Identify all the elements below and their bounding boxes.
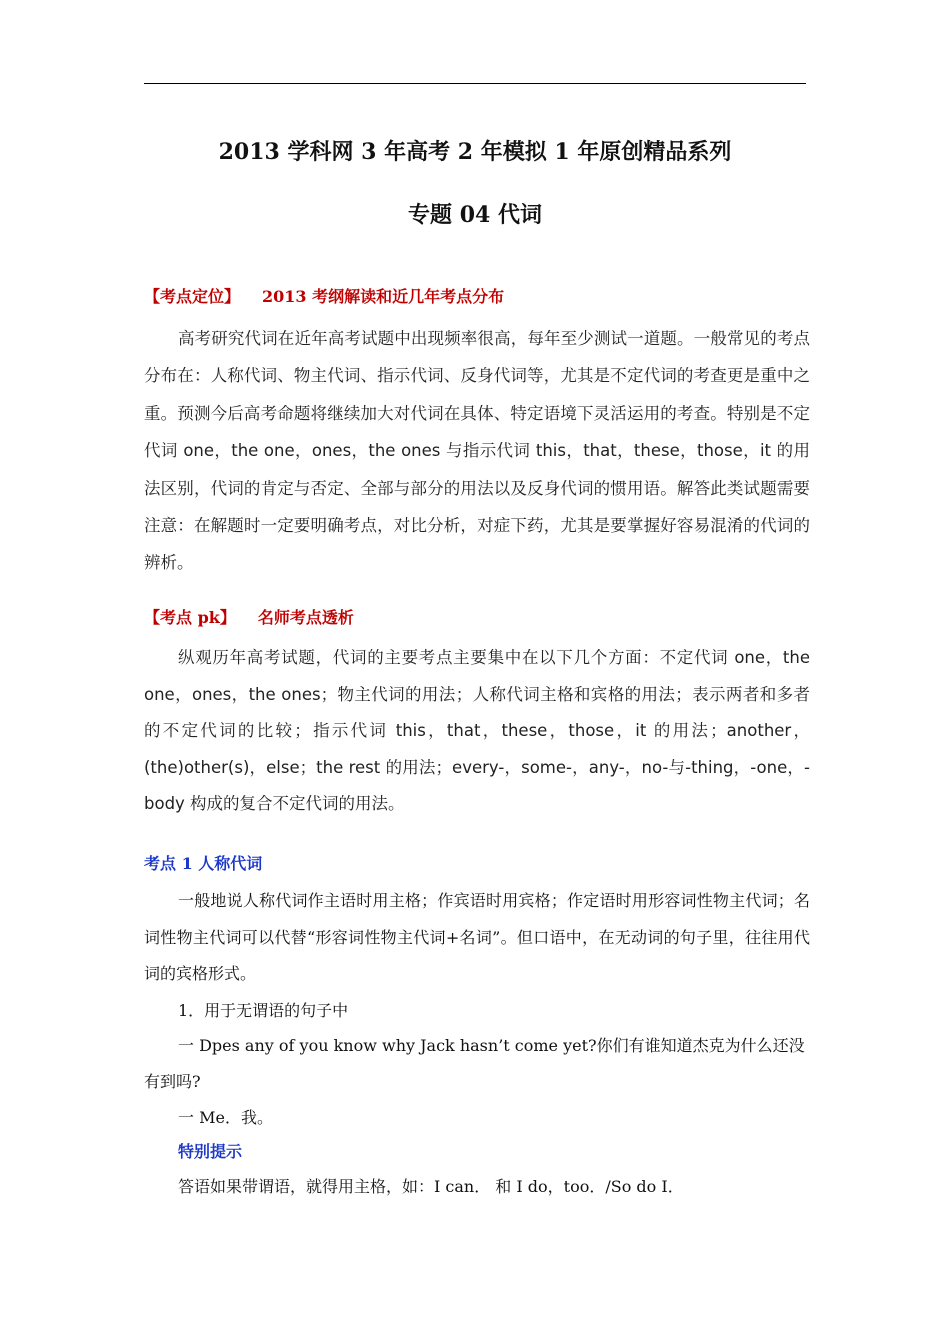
list-item: 1．用于无谓语的句子中	[178, 1000, 349, 1020]
section-body: 纵观历年高考试题，代词的主要考点主要集中在以下几个方面：不定代词 one，the one，ones，the ones；物主代词的用法；人称代词主格和宾格的用法；表示两者和多者的不定代词的比较；指示代词 this，that，these，those，it 的用法；another，(the)other(s)，else；the rest 的用法；every-，some-，any-，no-与-thing，-one，-body 构成的复合不定代词的用法。	[144, 648, 810, 814]
section-heading	[144, 607, 810, 629]
example-answer: 一 Me．我。	[178, 1107, 273, 1127]
tip-text: 答语如果带谓语，就得用主格，如：I can． 和 I do，too．/So do I．	[178, 1176, 684, 1196]
tip-label: 特别提示	[178, 1141, 243, 1161]
example-question: 一 Dpes any of you know why Jack hasn’t come yet?你们有谁知道杰克为什么还没有到吗?	[144, 1035, 805, 1091]
point-intro: 一般地说人称代词作主语时用主格；作宾语时用宾格；作定语时用形容词性物主代词；名词性物主代词可以代替“形容词性物主代词+名词”。但口语中，在无动词的句子里，往往用代词的宾格形式。	[144, 891, 810, 983]
point-personal-pronouns	[144, 853, 810, 1204]
section-label: 【考点 pk】	[144, 608, 236, 627]
section-body: 高考研究代词在近年高考试题中出现频率很高，每年至少测试一道题。一般常见的考点分布在：人称代词、物主代词、指示代词、反身代词等，尤其是不定代词的考查更是重中之重。预测今后高考命题将继续加大对代词在具体、特定语境下灵活运用的考查。特别是不定代词 one，the one，ones，the ones 与指示代词 this，that，these，those，it 的用法区别，代词的肯定与否定、全部与部分的用法以及反身代词的惯用语。解答此类试题需要注意：在解题时一定要明确考点，对比分析，对症下药，尤其是要掌握好容易混淆的代词的辨析。	[144, 329, 810, 573]
section-heading	[144, 286, 810, 308]
section-title: 名师考点透析	[257, 608, 354, 627]
section-label: 【考点定位】	[144, 287, 241, 306]
header-rule	[144, 83, 806, 84]
point-heading: 考点 1 人称代词	[144, 854, 263, 873]
section-exam-position	[144, 286, 810, 582]
document-title: 2013 学科网 3 年高考 2 年模拟 1 年原创精品系列	[218, 139, 732, 165]
section-exam-pk	[144, 607, 810, 823]
document-subtitle: 专题 04 代词	[408, 202, 542, 228]
section-title: 2013 考纲解读和近几年考点分布	[262, 287, 505, 306]
